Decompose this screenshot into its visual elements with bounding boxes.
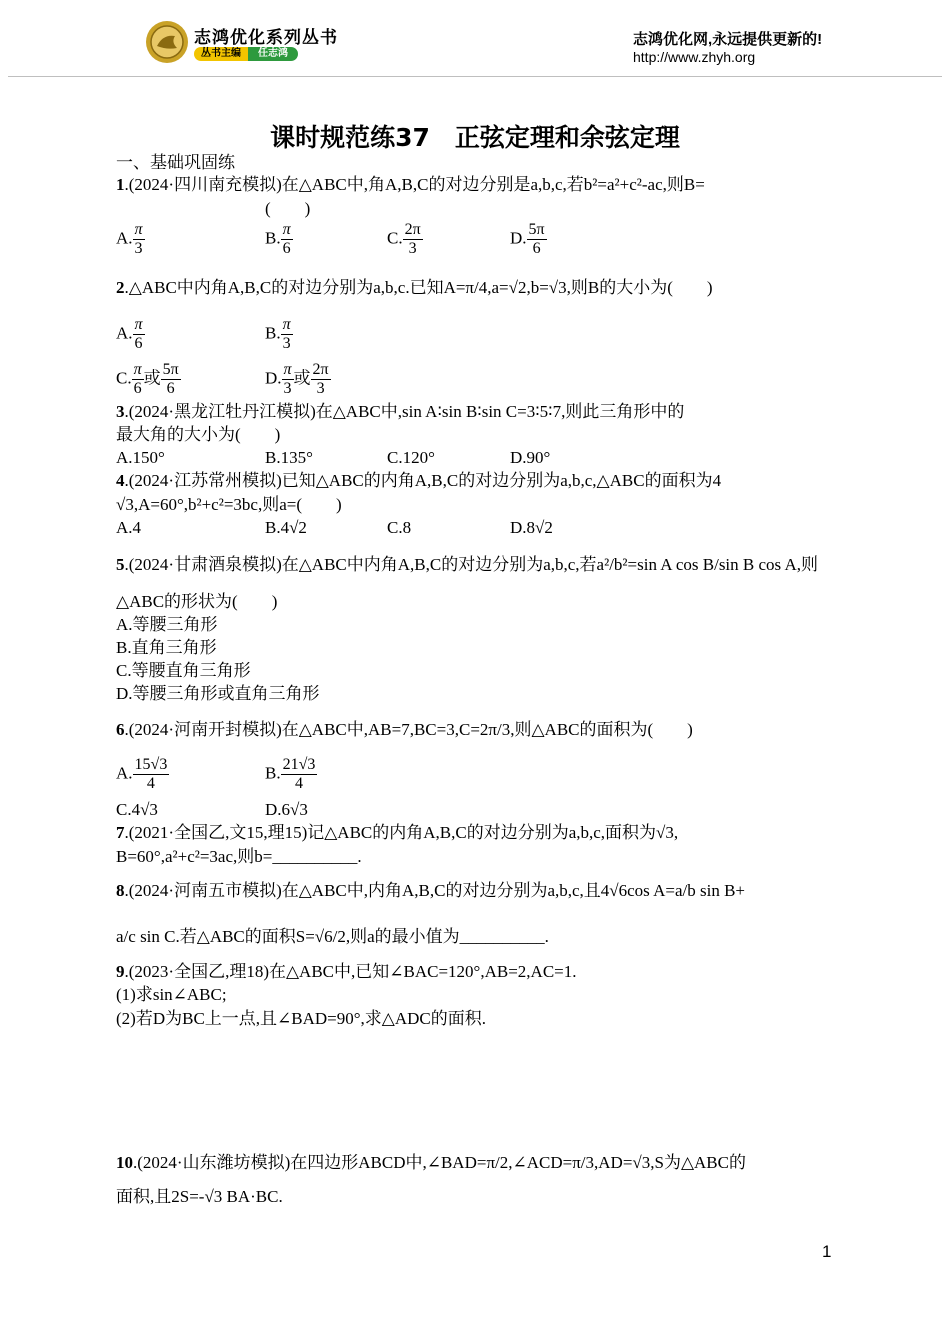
q8-number: 8 bbox=[116, 881, 125, 900]
q10-stem-line2: 面积,且2S=-√3 BA·BC. bbox=[116, 1187, 283, 1206]
question-10 bbox=[116, 1152, 746, 1174]
page-number: 1 bbox=[822, 1242, 832, 1261]
q5-option-b[interactable]: B.直角三角形 bbox=[116, 638, 217, 657]
question-6 bbox=[116, 719, 693, 741]
q2-option-a[interactable]: A. $\frac{\pi}{6}$ bbox=[116, 316, 143, 352]
q1-option-a[interactable]: A. $\frac{\pi}{3}$ bbox=[116, 221, 143, 257]
q4-option-b[interactable]: B.4√2 bbox=[265, 518, 307, 537]
q6-option-d[interactable]: D.6√3 bbox=[265, 800, 308, 819]
header-divider bbox=[8, 76, 942, 77]
slogan: 志鸿优化网,永远提供更新的! bbox=[633, 31, 823, 48]
q10-number: 10 bbox=[116, 1153, 133, 1172]
chief-editor-badge bbox=[194, 47, 298, 61]
q2-number: 2 bbox=[116, 278, 125, 297]
q5-number: 5 bbox=[116, 555, 125, 574]
chief-editor-label: 丛书主编 bbox=[194, 47, 248, 61]
question-5 bbox=[116, 554, 818, 576]
page-title: 课时规范练37 正弦定理和余弦定理 bbox=[270, 123, 680, 152]
chief-editor-name: 任志鸿 bbox=[248, 47, 298, 61]
q8-stem-line1: .(2024·河南五市模拟)在△ABC中,内角A,B,C的对边分别为a,b,c,且4√6cos A=a/b sin B+ bbox=[124, 881, 746, 900]
question-7 bbox=[116, 822, 678, 844]
q9-part1: (1)求sin∠ABC; bbox=[116, 985, 227, 1004]
q9-stem-line1: .(2023·全国乙,理18)在△ABC中,已知∠BAC=120°,AB=2,AC=1. bbox=[124, 962, 577, 981]
q5-option-d[interactable]: D.等腰三角形或直角三角形 bbox=[116, 684, 320, 703]
q9-part2: (2)若D为BC上一点,且∠BAD=90°,求△ADC的面积. bbox=[116, 1009, 487, 1028]
q5-option-c[interactable]: C.等腰直角三角形 bbox=[116, 661, 251, 680]
q5-option-a[interactable]: A.等腰三角形 bbox=[116, 615, 218, 634]
q6-option-c[interactable]: C.4√3 bbox=[116, 800, 158, 819]
q1-option-b[interactable]: B. $\frac{\pi}{6}$ bbox=[265, 221, 291, 257]
q4-number: 4 bbox=[116, 471, 125, 490]
question-1 bbox=[116, 174, 705, 196]
logo-emblem-icon bbox=[145, 20, 189, 64]
q6-option-a[interactable]: A. $\frac{15√3}{4}$ bbox=[116, 756, 168, 792]
q1-stem: .(2024·四川南充模拟)在△ABC中,角A,B,C的对边分别是a,b,c,若b²=a²+c²-ac,则B= bbox=[124, 175, 705, 194]
q8-stem-line2: a/c sin C.若△ABC的面积S=√6/2,则a的最小值为__________. bbox=[116, 927, 549, 946]
q2-option-c[interactable]: C. $\frac{\pi}{6}$ 或 $\frac{5\pi}{6}$ bbox=[116, 361, 179, 397]
question-2 bbox=[116, 277, 713, 299]
q9-number: 9 bbox=[116, 962, 125, 981]
site-url[interactable]: http://www.zhyh.org bbox=[633, 49, 756, 65]
q7-number: 7 bbox=[116, 823, 125, 842]
q1-number: 1 bbox=[116, 175, 125, 194]
q3-option-c[interactable]: C.120° bbox=[387, 448, 435, 467]
question-8 bbox=[116, 880, 745, 902]
q1-paren: ( ) bbox=[265, 199, 311, 218]
q7-stem-line2: B=60°,a²+c²=3ac,则b=__________. bbox=[116, 847, 362, 866]
header bbox=[0, 0, 950, 80]
question-3 bbox=[116, 401, 684, 423]
q3-stem-line1: .(2024·黑龙江牡丹江模拟)在△ABC中,sin A∶sin B∶sin C=3∶5∶7,则此三角形中的 bbox=[124, 402, 685, 421]
q6-stem: .(2024·河南开封模拟)在△ABC中,AB=7,BC=3,C=2π/3,则△ABC的面积为( ) bbox=[124, 720, 693, 739]
section-heading: 一、基础巩固练 bbox=[116, 153, 235, 172]
q2-stem: .△ABC中内角A,B,C的对边分别为a,b,c.已知A=π/4,a=√2,b=√3,则B的大小为( ) bbox=[124, 278, 713, 297]
q2-option-d[interactable]: D. $\frac{\pi}{3}$ 或 $\frac{2\pi}{3}$ bbox=[265, 361, 329, 397]
q4-stem-line1: .(2024·江苏常州模拟)已知△ABC的内角A,B,C的对边分别为a,b,c,△ABC的面积为4 bbox=[124, 471, 722, 490]
logo-text: 志鸿优化系列丛书 bbox=[194, 28, 338, 47]
q4-option-a[interactable]: A.4 bbox=[116, 518, 142, 537]
q1-option-d[interactable]: D. $\frac{5\pi}{6}$ bbox=[510, 221, 545, 257]
q1-option-c[interactable]: C. $\frac{2\pi}{3}$ bbox=[387, 221, 421, 257]
q3-option-d[interactable]: D.90° bbox=[510, 448, 551, 467]
q4-stem-line2: √3,A=60°,b²+c²=3bc,则a=( ) bbox=[116, 495, 342, 514]
q4-option-c[interactable]: C.8 bbox=[387, 518, 412, 537]
q3-stem-line2: 最大角的大小为( ) bbox=[116, 425, 281, 444]
q10-stem-line1: .(2024·山东潍坊模拟)在四边形ABCD中,∠BAD=π/2,∠ACD=π/3,AD=√3,S为△ABC的 bbox=[133, 1153, 746, 1172]
q4-option-d[interactable]: D.8√2 bbox=[510, 518, 553, 537]
q6-number: 6 bbox=[116, 720, 125, 739]
q5-stem-line2: △ABC的形状为( ) bbox=[116, 592, 278, 611]
q5-stem-line1: .(2024·甘肃酒泉模拟)在△ABC中内角A,B,C的对边分别为a,b,c,若a²/b²=sin A cos B/sin B cos A,则 bbox=[124, 555, 818, 574]
question-9 bbox=[116, 961, 577, 983]
q2-option-b[interactable]: B. $\frac{\pi}{3}$ bbox=[265, 316, 291, 352]
q3-option-b[interactable]: B.135° bbox=[265, 448, 313, 467]
q3-option-a[interactable]: A.150° bbox=[116, 448, 165, 467]
q7-stem-line1: .(2021·全国乙,文15,理15)记△ABC的内角A,B,C的对边分别为a,b,c,面积为√3, bbox=[124, 823, 679, 842]
q6-option-b[interactable]: B. $\frac{21√3}{4}$ bbox=[265, 756, 316, 792]
question-4 bbox=[116, 470, 721, 492]
q3-number: 3 bbox=[116, 402, 125, 421]
